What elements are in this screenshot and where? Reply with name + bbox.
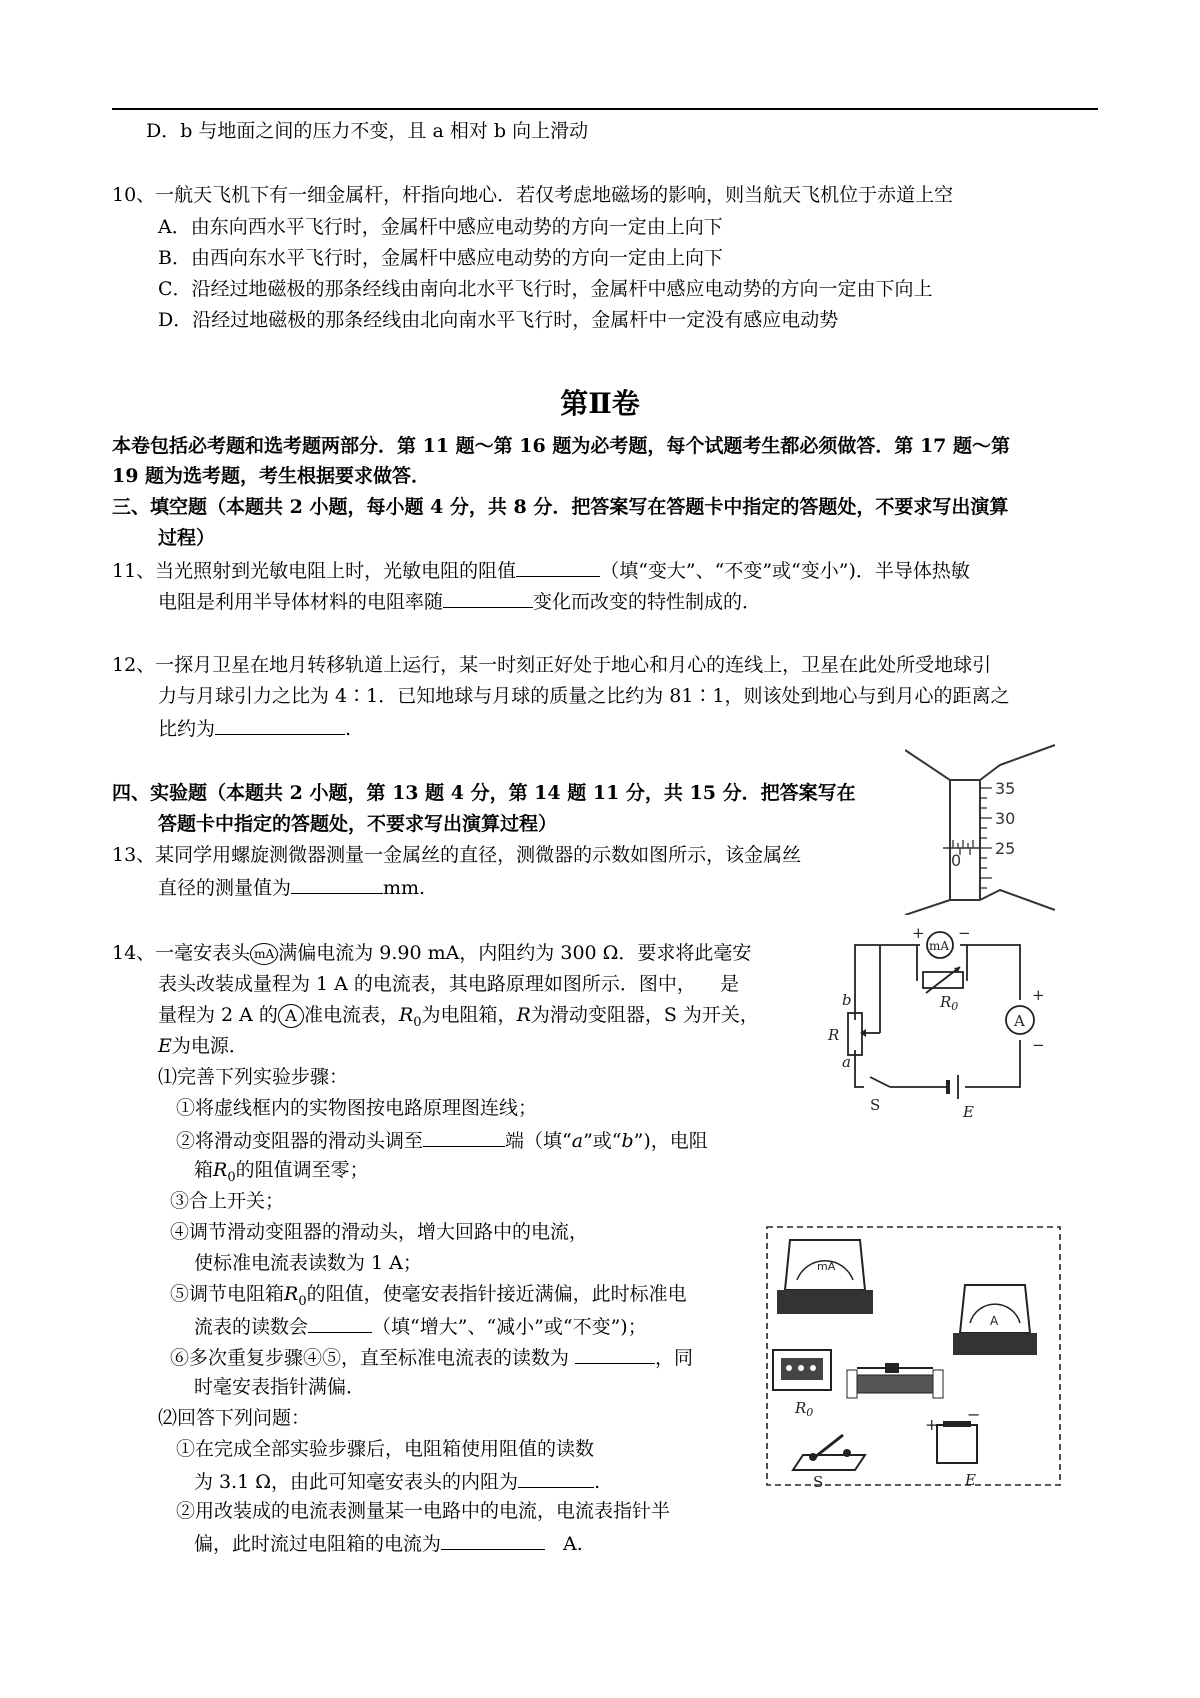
q14-text-c2: 是: [719, 973, 739, 995]
q11-text-c: 电阻是利用半导体材料的电阻率随: [158, 591, 444, 613]
q14-line4: [158, 1033, 248, 1059]
q12-line1: 12、一探月卫星在地月转移轨道上运行，某一时刻正好处于地心和月心的连线上，卫星在此处所受地球引: [112, 654, 992, 676]
circuit-plus-ma: +: [912, 925, 925, 942]
q9-option-d: D．b 与地面之间的压力不变，且 a 相对 b 向上滑动: [146, 120, 589, 142]
q14-step2-b-letter: b: [621, 1130, 634, 1152]
q14-step3: ③合上开关；: [170, 1190, 285, 1212]
apparatus-r0-label: $R_0$: [795, 1399, 814, 1419]
apparatus-s-label: S: [813, 1473, 824, 1490]
q14-part1: ⑴完善下列实验步骤：: [158, 1066, 349, 1088]
q13-line2: [158, 873, 425, 901]
circuit-switch-label: S: [870, 1096, 881, 1114]
circuit-ma-label: mA: [929, 939, 950, 953]
q14-part2: ⑵回答下列问题：: [158, 1407, 311, 1429]
circuit-r0-label: $R_0$: [940, 993, 959, 1013]
switch-apparatus: [793, 1435, 865, 1490]
q14-step5-a: ⑤调节电阻箱: [170, 1283, 285, 1305]
q14-r0-label: R: [398, 1004, 414, 1026]
q13-text-a: 直径的测量值为: [158, 877, 292, 899]
q14-ans1-c: .: [594, 1471, 601, 1493]
q13-line1: 13、某同学用螺旋测微器测量一金属丝的直径，测微器的示数如图所示，该金属丝: [112, 844, 802, 866]
circuit-r-label: R: [828, 1026, 840, 1044]
section4-heading: 四、实验题（本题共 2 小题，第 13 题 4 分，第 14 题 11 分，共 15 分．把答案写在: [112, 782, 856, 804]
q14-step2-f: ”)，电阻: [633, 1130, 708, 1152]
part2-intro-2: 19 题为选考题，考生根据要求做答．: [112, 465, 431, 487]
milliammeter-apparatus: [777, 1240, 873, 1314]
q14-e-label: E: [158, 1035, 172, 1057]
q14-step5-e: 流表的读数会: [194, 1316, 309, 1338]
q14-step2-a-letter: a: [571, 1130, 584, 1152]
section3-heading: 三、填空题（本题共 2 小题，每小题 4 分，共 8 分．把答案写在答题卡中指定的答题处，不要求写出演算: [112, 496, 1009, 518]
header-rule: [112, 108, 1098, 110]
q12-blank[interactable]: [215, 714, 345, 735]
q14-step2: [176, 1126, 708, 1154]
section3-heading-cont: 过程）: [158, 527, 216, 549]
q14-step2-d: ”或“: [583, 1130, 622, 1152]
q14-r-label: R: [516, 1004, 531, 1026]
q14-text-h: 为电源．: [171, 1035, 248, 1057]
q14-step2-blank[interactable]: [423, 1126, 505, 1147]
q12-line2: 力与月球引力之比为 4∶1．已知地球与月球的质量之比约为 81∶1，则该处到地心与到月心的距离之: [158, 685, 1010, 707]
q12-text-b: .: [345, 718, 352, 740]
rheostat-apparatus: [847, 1363, 943, 1398]
q14-text-f: 为电阻箱，: [421, 1004, 517, 1026]
q14-step6-a: ⑥多次重复步骤④⑤，直至标准电流表的读数为: [170, 1347, 570, 1369]
q14-text-a: 14、一毫安表头: [112, 942, 251, 964]
q14-ans2-cont: [194, 1529, 583, 1557]
q14-line3: [158, 1002, 759, 1036]
micrometer-tick-0: 0: [951, 851, 962, 870]
q11-line2: [158, 587, 761, 615]
q10-option-d: D．沿经过地磁极的那条经线由北向南水平飞行时，金属杆中一定没有感应电动势: [158, 309, 839, 331]
micrometer-figure: [905, 740, 1055, 915]
q14-step6: [170, 1343, 693, 1371]
apparatus-minus: −: [967, 1405, 981, 1424]
q14-r0-sub: 0: [413, 1014, 422, 1030]
milliammeter-symbol: mA: [250, 943, 278, 965]
q14-text-g: 为滑动变阻器，S 为开关，: [530, 1004, 759, 1026]
part2-title: 第Ⅱ卷: [560, 387, 640, 420]
q14-step2-b: 端（填“: [505, 1130, 572, 1152]
apparatus-plus: +: [925, 1415, 939, 1434]
q11-line1: [112, 556, 970, 584]
q14-text-e: 准电流表，: [303, 1004, 399, 1026]
circuit-b-label: b: [842, 991, 852, 1009]
circuit-a-label: a: [842, 1053, 851, 1071]
q14-step5-f: （填“增大”、“减小”或“不变”)；: [372, 1316, 647, 1338]
ammeter-symbol: A: [278, 1004, 304, 1028]
q14-step2-cont: [194, 1157, 369, 1191]
q14-step5-d: 的阻值，使毫安表指针接近满偏，此时标准电: [306, 1283, 687, 1305]
q14-step1: ①将虚线框内的实物图按电路原理图连线；: [176, 1097, 538, 1119]
q14-step5-blank[interactable]: [308, 1312, 372, 1333]
q11-blank-2[interactable]: [443, 587, 533, 608]
q14-step2-g: 箱: [194, 1159, 214, 1181]
q14-ans2-b: 偏，此时流过电阻箱的电流为: [194, 1533, 442, 1555]
q14-step5-r-sub: 0: [298, 1293, 307, 1309]
q14-step5-cont: [194, 1312, 647, 1340]
q13-blank[interactable]: [291, 873, 383, 894]
q14-step2-r-sub: 0: [227, 1169, 236, 1185]
q13-text-b: mm.: [383, 877, 426, 899]
q14-ans2-c: A.: [563, 1533, 583, 1555]
q14-ans2: ②用改装成的电流表测量某一电路中的电流，电流表指针半: [176, 1500, 671, 1522]
q11-text-d: 变化而改变的特性制成的．: [533, 591, 762, 613]
q14-step2-a: ②将滑动变阻器的滑动头调至: [176, 1130, 424, 1152]
q14-ans1-b: 为 3.1 Ω，由此可知毫安表头的内阻为: [194, 1471, 519, 1493]
micrometer-tick-25: 25: [995, 839, 1016, 858]
circuit-minus-a: −: [1032, 1036, 1045, 1054]
q14-ans1: ①在完成全部实验步骤后，电阻箱使用阻值的读数: [176, 1438, 595, 1460]
q14-step4-cont: 使标准电流表读数为 1 A；: [194, 1252, 422, 1274]
q11-blank-1[interactable]: [516, 556, 600, 577]
q14-line2: [158, 971, 739, 997]
q14-step6-blank[interactable]: [575, 1343, 655, 1364]
micrometer-tick-30: 30: [995, 809, 1016, 828]
apparatus-ma-label: mA: [817, 1260, 836, 1273]
q14-text-b: 满偏电流为 9.90 mA，内阻约为 300 Ω．要求将此毫安: [278, 942, 752, 964]
q14-ans1-cont: [194, 1467, 600, 1495]
q11-text-a: 11、当光照射到光敏电阻上时，光敏电阻的阻值: [112, 560, 517, 582]
q12-text-a: 比约为: [158, 718, 216, 740]
circuit-ammeter-label: A: [1014, 1012, 1025, 1030]
q14-step2-j: 的阻值调至零；: [235, 1159, 369, 1181]
apparatus-figure: [765, 1225, 1065, 1490]
q12-line3: [158, 714, 351, 742]
q10-option-a: A．由东向西水平飞行时，金属杆中感应电动势的方向一定由上向下: [158, 216, 723, 238]
circuit-plus-a: +: [1032, 986, 1045, 1004]
q14-step6-b: ，同: [655, 1347, 694, 1369]
q14-ans1-blank[interactable]: [518, 1467, 594, 1488]
q10-stem: 10、一航天飞机下有一细金属杆，杆指向地心．若仅考虑地磁场的影响，则当航天飞机位于赤道上空: [112, 184, 954, 206]
q14-step5-r: R: [284, 1283, 299, 1305]
circuit-minus-ma: −: [958, 925, 971, 942]
q14-line1: [112, 940, 751, 966]
q14-step5: [170, 1281, 687, 1315]
q14-text-d: 量程为 2 A 的: [158, 1004, 278, 1026]
q10-option-c: C．沿经过地磁极的那条经线由南向北水平飞行时，金属杆中感应电动势的方向一定由下向上: [158, 278, 933, 300]
apparatus-a-label: A: [990, 1314, 999, 1328]
circuit-diagram: [820, 925, 1060, 1125]
micrometer-tick-35: 35: [995, 779, 1016, 798]
ammeter-apparatus: [953, 1285, 1037, 1355]
resistance-box-apparatus: [773, 1350, 831, 1419]
q14-text-c: 表头改装成量程为 1 A 的电流表，其电路原理如图所示．图中，: [158, 973, 696, 995]
q14-step4: ④调节滑动变阻器的滑动头，增大回路中的电流，: [170, 1221, 589, 1243]
part2-intro-1: 本卷包括必考题和选考题两部分．第 11 题～第 16 题为必考题，每个试题考生都必须做答．第 17 题～第: [112, 435, 1011, 457]
q11-text-b: （填“变大”、“不变”或“变小”)．半导体热敏: [600, 560, 970, 582]
section4-heading-cont: 答题卡中指定的答题处，不要求写出演算过程）: [158, 813, 558, 835]
q14-step6-cont: 时毫安表指针满偏．: [194, 1376, 366, 1398]
q10-option-b: B．由西向东水平飞行时，金属杆中感应电动势的方向一定由上向下: [158, 247, 723, 269]
apparatus-e-label: E: [965, 1471, 976, 1489]
battery-apparatus: [925, 1405, 980, 1489]
circuit-source-label: E: [963, 1103, 974, 1121]
q14-ans2-blank[interactable]: [441, 1529, 545, 1550]
q14-step2-r: R: [213, 1159, 228, 1181]
